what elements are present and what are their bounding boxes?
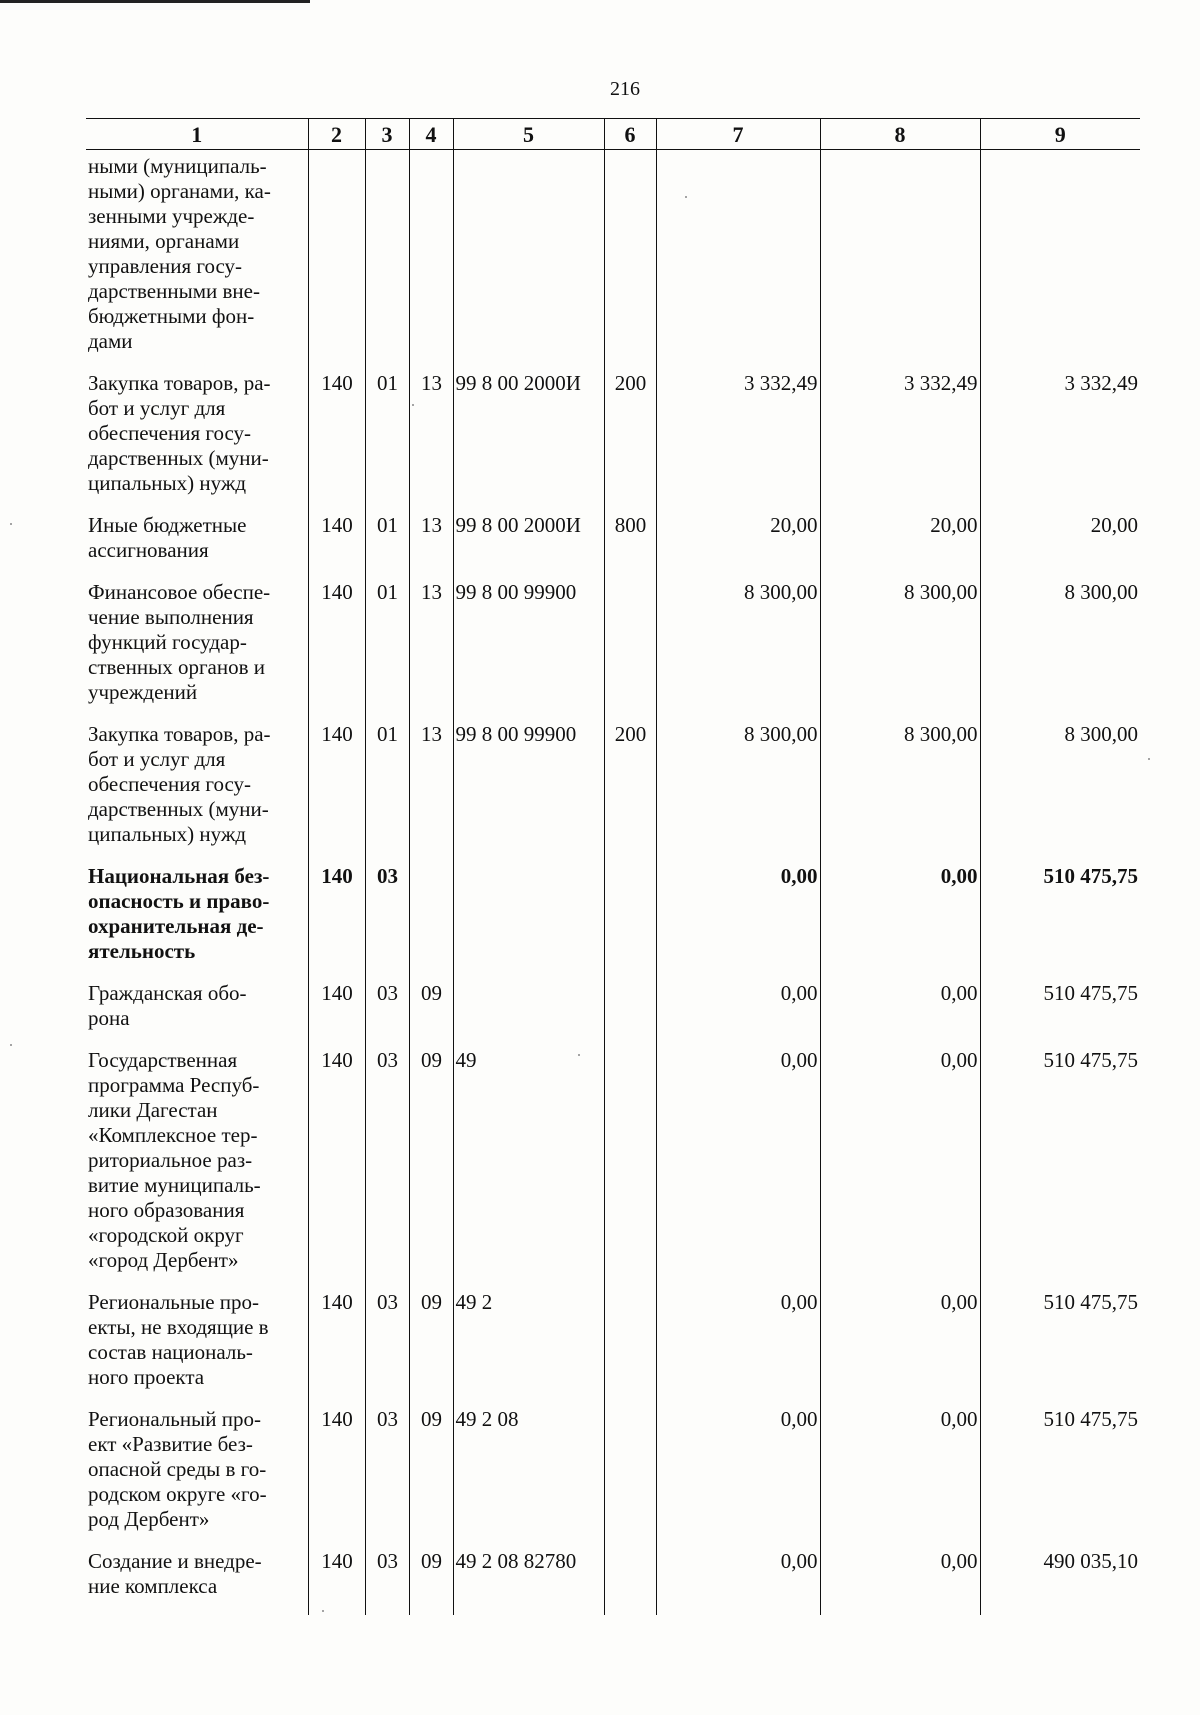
col-3-section: 03 [365,1043,409,1285]
col-6-expense-type [604,1402,656,1544]
header-col-2: 2 [308,119,365,150]
col-7-amount: 3 332,49 [656,366,820,508]
col-7-amount: 0,00 [656,1043,820,1285]
col-2-code: 140 [308,1402,365,1544]
col-5-target-article: 99 8 00 99900 [453,717,604,859]
row-label: Иные бюджетные ассигнования [88,513,247,562]
table-row [86,150,1140,367]
col-8-amount: 8 300,00 [820,717,980,859]
col-8-amount: 0,00 [820,1285,980,1402]
col-5-target-article: 49 [453,1043,604,1285]
row-label: Гражданская обо- рона [88,981,247,1030]
col-4-subsection: 09 [409,1043,453,1285]
col-5-target-article [453,976,604,1043]
table-row [86,976,1140,1043]
col-9-amount: 510 475,75 [980,859,1140,976]
col-2-code: 140 [308,859,365,976]
scan-edge-line [0,0,310,3]
col-8-amount: 3 332,49 [820,366,980,508]
table-row [86,1285,1140,1402]
col-8-amount: 8 300,00 [820,575,980,717]
col-5-target-article: 99 8 00 99900 [453,575,604,717]
table-row [86,575,1140,717]
col-2-code: 140 [308,976,365,1043]
col-4-subsection: 09 [409,1544,453,1615]
row-label: Финансовое обеспе- чение выполнения функций государ- ственных органов и учреждений [88,580,271,704]
table-row [86,508,1140,575]
row-label: Региональные про- екты, не входящие в состав националь- ного проекта [88,1290,269,1389]
col-3-section: 01 [365,508,409,575]
col-8-amount: 0,00 [820,859,980,976]
row-label: Государственная программа Респуб- лики Дагестан «Комплексное тер- риториальное раз- витие муниципаль- ного образования «городской округ «город Дербент» [88,1048,261,1272]
col-9-amount [980,150,1140,367]
col-5-target-article: 49 2 08 82780 [453,1544,604,1615]
col-3-section: 03 [365,976,409,1043]
col-5-target-article: 99 8 00 2000И [453,508,604,575]
header-row [86,119,1140,150]
col-3-section: 01 [365,575,409,717]
col-4-subsection: 09 [409,1402,453,1544]
col-3-section: 03 [365,859,409,976]
scan-speck [322,1610,324,1612]
header-col-4: 4 [409,119,453,150]
row-label: ными (муниципаль- ными) органами, ка- зенными учрежде- ниями, органами управления госу- дарственными вне- бюджетными фон- дами [88,154,271,353]
col-8-amount: 20,00 [820,508,980,575]
col-6-expense-type [604,976,656,1043]
col-9-amount: 510 475,75 [980,1402,1140,1544]
header-col-6: 6 [604,119,656,150]
col-2-code: 140 [308,1544,365,1615]
col-7-amount: 0,00 [656,1402,820,1544]
header-col-1: 1 [86,119,308,150]
col-8-amount: 0,00 [820,1402,980,1544]
col-3-section: 01 [365,717,409,859]
col-3-section: 01 [365,366,409,508]
col-2-code [308,150,365,367]
col-4-subsection [409,859,453,976]
col-7-amount: 8 300,00 [656,717,820,859]
scan-speck [685,196,687,198]
col-5-target-article: 49 2 [453,1285,604,1402]
col-6-expense-type [604,1285,656,1402]
col-7-amount: 20,00 [656,508,820,575]
col-4-subsection: 13 [409,575,453,717]
scan-speck [10,523,12,525]
scan-speck [1148,758,1150,760]
col-3-section: 03 [365,1544,409,1615]
col-2-code: 140 [308,508,365,575]
row-label: Национальная без- опасность и право- охранительная де- ятельность [88,864,270,963]
col-6-expense-type [604,150,656,367]
col-7-amount: 0,00 [656,859,820,976]
col-8-amount: 0,00 [820,1544,980,1615]
col-9-amount: 20,00 [980,508,1140,575]
col-6-expense-type [604,859,656,976]
header-col-5: 5 [453,119,604,150]
col-9-amount: 8 300,00 [980,717,1140,859]
col-4-subsection [409,150,453,367]
table-row [86,1544,1140,1615]
col-8-amount [820,150,980,367]
budget-table [86,118,1140,1615]
col-7-amount: 8 300,00 [656,575,820,717]
scan-speck [578,1054,580,1056]
table-row [86,366,1140,508]
col-6-expense-type [604,1544,656,1615]
col-9-amount: 510 475,75 [980,1043,1140,1285]
header-col-8: 8 [820,119,980,150]
table-row [86,859,1140,976]
col-4-subsection: 09 [409,976,453,1043]
table-row [86,1043,1140,1285]
col-6-expense-type: 200 [604,366,656,508]
table-row [86,717,1140,859]
col-8-amount: 0,00 [820,1043,980,1285]
table-body [86,150,1140,1616]
col-5-target-article [453,859,604,976]
table-row [86,1402,1140,1544]
col-6-expense-type: 200 [604,717,656,859]
col-6-expense-type [604,575,656,717]
col-4-subsection: 13 [409,366,453,508]
col-2-code: 140 [308,575,365,717]
col-4-subsection: 13 [409,508,453,575]
col-7-amount: 0,00 [656,976,820,1043]
col-6-expense-type: 800 [604,508,656,575]
col-8-amount: 0,00 [820,976,980,1043]
row-label: Создание и внедре- ние комплекса [88,1549,262,1598]
col-2-code: 140 [308,366,365,508]
col-6-expense-type [604,1043,656,1285]
col-9-amount: 490 035,10 [980,1544,1140,1615]
col-7-amount: 0,00 [656,1285,820,1402]
col-2-code: 140 [308,717,365,859]
col-9-amount: 3 332,49 [980,366,1140,508]
col-3-section: 03 [365,1402,409,1544]
col-9-amount: 510 475,75 [980,976,1140,1043]
row-label: Закупка товаров, ра- бот и услуг для обеспечения госу- дарственных (муни- ципальных) нужд [88,371,271,495]
col-7-amount: 0,00 [656,1544,820,1615]
scan-speck [412,404,414,406]
col-9-amount: 8 300,00 [980,575,1140,717]
col-7-amount [656,150,820,367]
col-2-code: 140 [308,1043,365,1285]
col-5-target-article: 99 8 00 2000И [453,366,604,508]
page-number: 216 [610,78,640,100]
scan-speck [10,1044,12,1046]
header-col-3: 3 [365,119,409,150]
col-5-target-article: 49 2 08 [453,1402,604,1544]
col-3-section [365,150,409,367]
col-3-section: 03 [365,1285,409,1402]
row-label: Региональный про- ект «Развитие без- опасной среды в го- родском округе «го- род Дербент» [88,1407,267,1531]
col-9-amount: 510 475,75 [980,1285,1140,1402]
col-2-code: 140 [308,1285,365,1402]
col-4-subsection: 13 [409,717,453,859]
row-label: Закупка товаров, ра- бот и услуг для обеспечения госу- дарственных (муни- ципальных) нужд [88,722,271,846]
header-col-9: 9 [980,119,1140,150]
header-col-7: 7 [656,119,820,150]
col-5-target-article [453,150,604,367]
col-4-subsection: 09 [409,1285,453,1402]
